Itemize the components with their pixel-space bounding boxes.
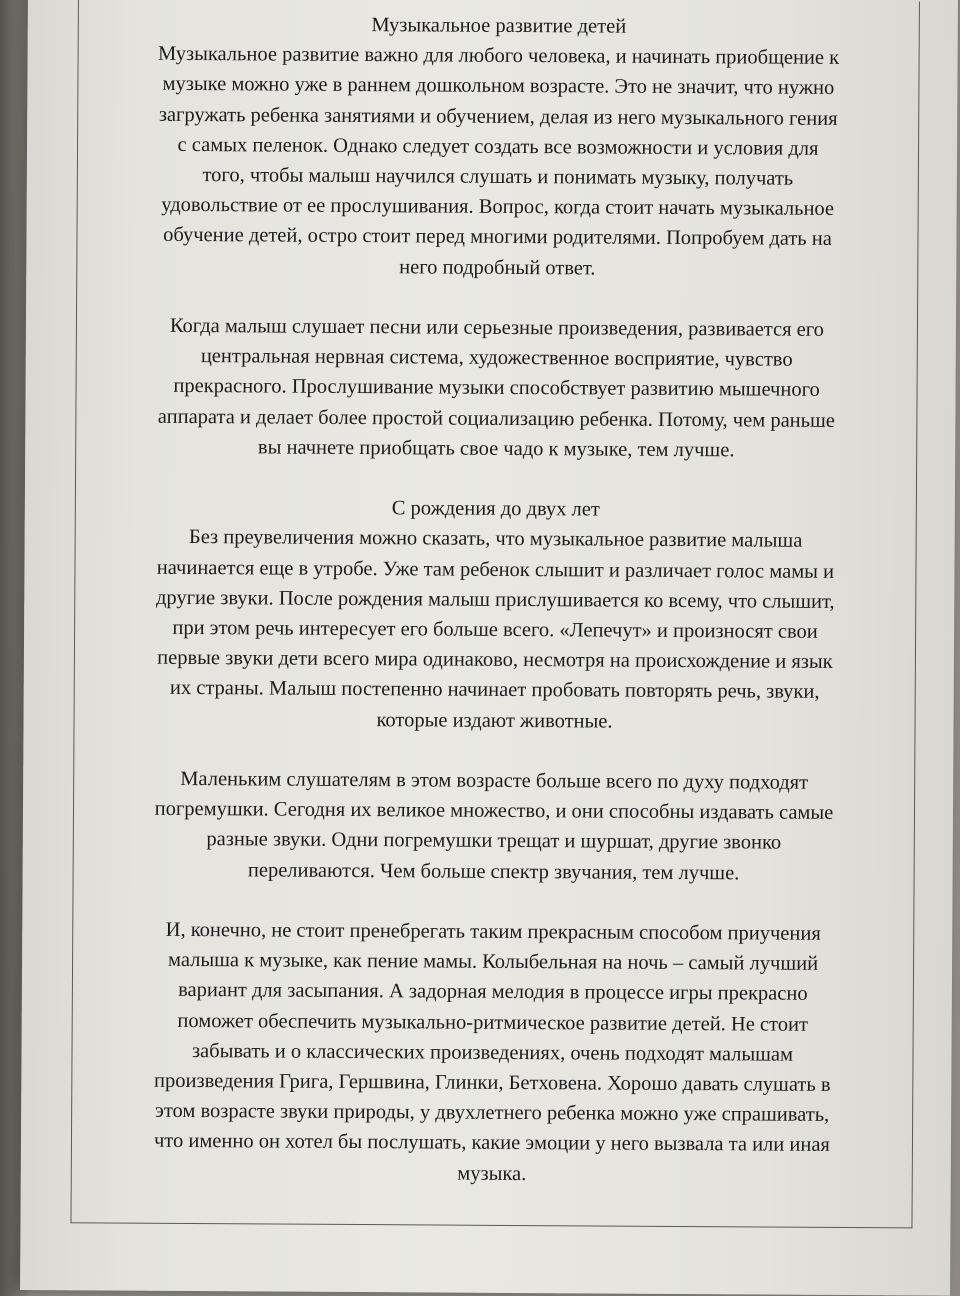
paragraph-2 [83,310,910,466]
paragraph-line: прекрасного. Прослушивание музыки способствует развитию мышечного [173,375,820,402]
paragraph-line: что именно он хотел бы послушать, какие эмоции у него вызвала та или иная [153,1130,830,1157]
paragraph-line: другие звуки. После рождения малыш прислушивается ко всему, что слышит, [155,586,835,613]
paragraph-line: при этом речь интересует его больше всего. «Лепечут» и произносят свои [172,616,818,643]
paragraph-spacer [84,280,910,315]
paragraph-line: вы начнете приобщать свое чадо к музыке, тем лучше. [257,436,735,462]
paragraph-line: с самых пеленок. Однако следует создать все возможности и условия для [177,133,819,160]
paragraph-line: разные звуки. Одни погремушки трещат и шуршат, другие звонко [206,828,782,855]
paragraph-line: того, чтобы малыш научился слушать и понимать музыку, получать [202,164,794,190]
paragraph-line: которые издают животные. [376,708,613,733]
paragraph-line: забывать и о классических произведениях, очень подходят малышам [191,1039,794,1066]
paragraph-line: погремушки. Сегодня их великое множество, и они способны издавать самые [154,798,834,825]
paragraph-line: начинается еще в утробе. Уже там ребенок слышит и различает голос мамы и [156,556,835,583]
paragraph-line: обучение детей, остро стоит перед многими родителями. Попробуем дать на [163,224,832,251]
paragraph-spacer [83,461,909,496]
paragraph-1 [84,39,911,286]
paragraph-line: музыке можно уже в раннем дошкольном возрасте. Это не значит, что нужно [162,73,835,100]
document-body [79,8,912,1191]
paragraph-line: произведения Грига, Гершвина, Глинки, Бетховена. Хорошо давать слушать в [154,1069,831,1096]
paragraph-spacer [81,733,907,768]
section-heading: С рождения до двух лет [391,497,600,521]
paragraph-line: центральная нервная система, художественное восприятие, чувство [200,345,793,371]
paragraph-line: аппарата и делает более простой социализацию ребенка. Потому, чем раньше [157,405,835,432]
paper-sheet [20,0,958,1296]
paragraph-line: Музыкальное развитие важно для любого человека, и начинать приобщение к [158,42,840,70]
paragraph-line: переливаются. Чем больше спектр звучания, тем лучше. [247,859,740,885]
document-title: Музыкальное развитие детей [371,14,627,38]
paragraph-3 [81,522,908,738]
paragraph-4 [81,763,908,889]
paragraph-line: Маленьким слушателям в этом возрасте больше всего по духу подходят [180,767,809,794]
paragraph-spacer [80,884,906,919]
paragraph-line: И, конечно, не стоит пренебрегать таким прекрасным способом приучения [165,918,821,945]
paragraph-line: Без преувеличения можно сказать, что музыкальное развитие малыша [188,526,803,553]
paragraph-5 [79,914,907,1191]
paragraph-line: этом возрасте звуки природы, у двухлетнего ребенка можно уже спрашивать, [154,1100,830,1127]
paragraph-line: него подробный ответ. [399,255,596,280]
paragraph-line: вариант для засыпания. А задорная мелодия в процессе игры прекрасно [178,979,808,1006]
paragraph-line: музыка. [457,1162,527,1185]
paragraph-line: Когда малыш слушает песни или серьезные произведения, развивается его [169,314,825,341]
paragraph-line: загружать ребенка занятиями и обучением, делая из него музыкального гения [158,103,838,130]
paragraph-line: удовольствие от ее прослушивания. Вопрос, когда стоит начать музыкальное [161,194,835,221]
paragraph-line: первые звуки дети всего мира одинаково, несмотря на происхождение и язык [157,647,833,674]
paragraph-line: поможет обеспечить музыкально-ритмическое развитие детей. Не стоит [177,1009,809,1036]
paragraph-line: их страны. Малыш постепенно начинает пробовать повторять речь, звуки, [169,677,820,704]
paragraph-line: малыша к музыке, как пение мамы. Колыбельная на ночь – самый лучший [167,949,819,976]
